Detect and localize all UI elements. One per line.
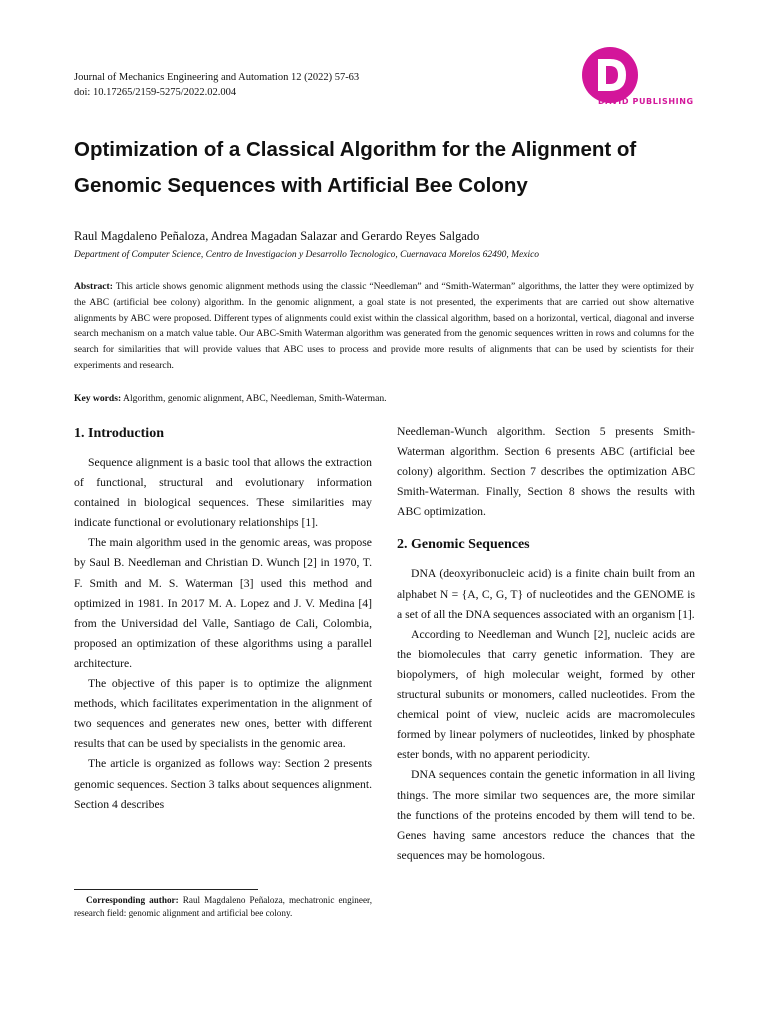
right-column: [397, 422, 695, 866]
left-column: [74, 422, 372, 815]
author-list: Raul Magdaleno Peñaloza, Andrea Magadan Salazar and Gerardo Reyes Salgado: [74, 229, 480, 243]
doi: doi: 10.17265/2159-5275/2022.02.004: [74, 87, 237, 98]
section-heading-genomic-sequences: 2. Genomic Sequences: [397, 537, 530, 553]
paragraph-continuation: Needleman-Wunch algorithm. Section 5 presents Smith-Waterman algorithm. Section 6 presents ABC (artificial bee colony) algorithm. Section 7 describes the optimization ABC Smith-Waterman. Finally, Section 8 shows the results with ABC optimization.: [397, 425, 695, 519]
keywords-text: Algorithm, genomic alignment, ABC, Needleman, Smith-Waterman.: [123, 393, 387, 404]
keywords-label: Key words:: [74, 393, 122, 404]
footnote-label: Corresponding author:: [86, 895, 179, 905]
footnote-divider: [74, 889, 258, 890]
paragraph: DNA sequences contain the genetic information in all living things. The more similar two sequences are, the more similar the functions of the proteins encoded by them will tend to be. Genes having same ancestors reduce the chances that the sequences may be homologous.: [397, 768, 695, 862]
paragraph: The article is organized as follows way: Section 2 presents genomic sequences. Section 3 talks about sequences alignment. Section 4 describes: [74, 757, 372, 811]
abstract: [74, 279, 694, 374]
footnote-text: Raul Magdaleno Peñaloza, mechatronic engineer, research field: genomic alignment and artificial bee colony.: [74, 895, 373, 919]
keywords: [74, 391, 694, 406]
journal-info: [74, 70, 359, 100]
footnote: [74, 894, 372, 921]
abstract-label: Abstract:: [74, 281, 113, 292]
publisher-logo-text: DAVID PUBLISHING: [598, 97, 694, 106]
paragraph: The objective of this paper is to optimize the alignment methods, which facilitates experimentation in the alignment of two sequences and generates new ones, better with different results that can be used by specialists in the genomic area.: [74, 677, 372, 751]
paragraph: DNA (deoxyribonucleic acid) is a finite chain built from an alphabet N = {A, C, G, T} of nucleotides and the GENOME is a set of all the DNA sequences associated with an organism [1].: [397, 567, 695, 621]
abstract-text: This article shows genomic alignment methods using the classic “Needleman” and “Smith-Waterman” algorithms, the latter they were optimized by the ABC (artificial bee colony) algorithm. In the genomic alignment, a goal state is not presented, the experiments that are carried out show alternative alignments by ABC were proposed. Different types of alignments could exist within the classical algorithm, based on a horizontal, vertical, diagonal and inverse search mechanism on a match value table. Our ABC-Smith Waterman algorithm was generated from the genomic sequences written in rows and columns for the search for similarities that will provide values that ABC uses to process and provide more results of alignments that can be used by scientists for their experiments and research.: [74, 281, 694, 371]
section-heading-introduction: 1. Introduction: [74, 426, 164, 441]
paragraph: Sequence alignment is a basic tool that allows the extraction of functional, structural and evolutionary information contained in biological sequences. These similarities may indicate functional or evolutionary relationships [1].: [74, 456, 372, 530]
affiliation: Department of Computer Science, Centro de Investigacion y Desarrollo Tecnologico, Cuernavaca Morelos 62490, Mexico: [74, 250, 540, 260]
paragraph: According to Needleman and Wunch [2], nucleic acids are the biomolecules that carry genetic information. They are biopolymers, of high molecular weight, formed by other structural subunits or monomers, called nucleotides. From the chemical point of view, nucleic acids are macromolecules formed by linear polymers of nucleotides, linked by phosphate ester bonds, with no apparent periodicity.: [397, 627, 695, 762]
paper-title: Optimization of a Classical Algorithm for the Alignment of Genomic Sequences with Artificial Bee Colony: [74, 138, 637, 197]
journal-citation: Journal of Mechanics Engineering and Automation 12 (2022) 57-63: [74, 72, 360, 83]
paragraph: The main algorithm used in the genomic areas, was propose by Saul B. Needleman and Christian D. Wunch [2] in 1970, T. F. Smith and M. S. Waterman [3] used this method and optimized in 1981. In 2017 M. A. Lopez and J. V. Medina [4] from the Universidad del Valle, Santiago de Cali, Colombia, proposed an optimization of these algorithms using a parallel architecture.: [74, 536, 372, 670]
